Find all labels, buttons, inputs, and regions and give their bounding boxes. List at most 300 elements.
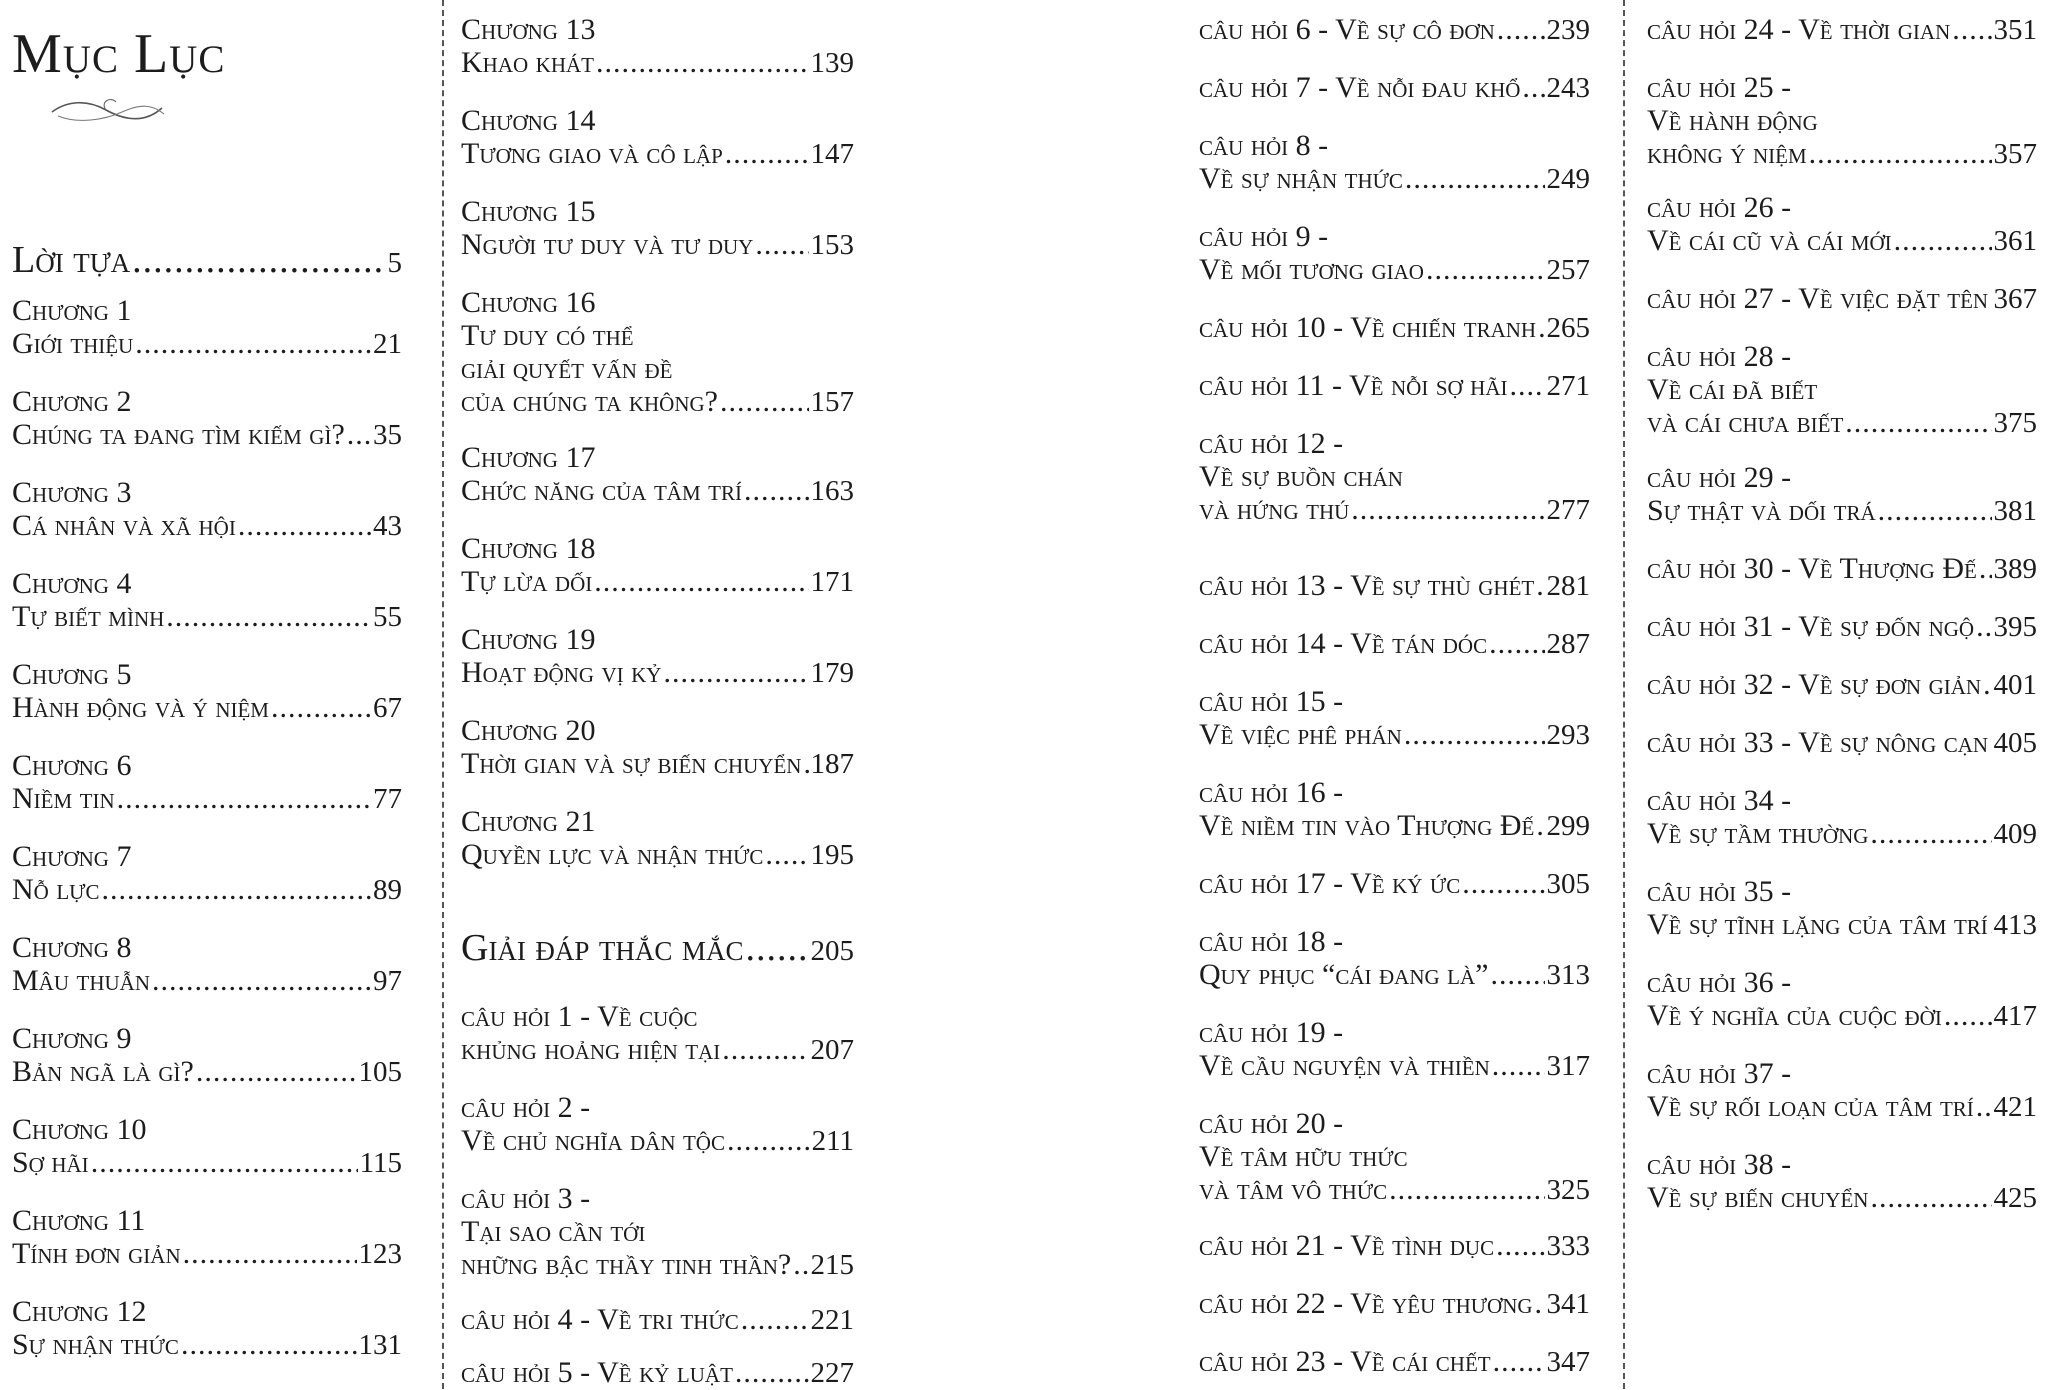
page-number: 351 <box>1993 14 2037 46</box>
page-number: 89 <box>373 874 402 906</box>
page-number: 77 <box>373 783 402 815</box>
page-number: 163 <box>810 475 854 507</box>
page-number: 35 <box>373 419 402 451</box>
dot-leader <box>1404 718 1545 751</box>
page-title: Mục Lục <box>12 23 226 85</box>
toc-entry-line: Chương 2 <box>12 385 132 418</box>
page-number: 105 <box>358 1056 402 1088</box>
toc-entry-leader-row <box>461 1248 854 1282</box>
toc-entry[interactable] <box>461 441 854 508</box>
toc-entry[interactable] <box>1199 71 1590 105</box>
toc-entry-leader-row <box>1647 1090 2037 1124</box>
toc-entry-label: Khao khát <box>461 46 594 79</box>
toc-entry[interactable] <box>1647 1057 2037 1124</box>
toc-entry-label: Về việc phê phán <box>1199 718 1402 751</box>
toc-entry-leader-row <box>1199 162 1590 196</box>
page-number: 265 <box>1546 312 1590 344</box>
toc-entry[interactable] <box>1647 71 2037 171</box>
page-number: 405 <box>1993 727 2037 759</box>
dot-leader <box>1489 627 1544 660</box>
toc-entry-leader-row <box>12 239 402 281</box>
dot-leader <box>1426 253 1545 286</box>
toc-entry-leader-row <box>1199 867 1590 901</box>
toc-entry[interactable] <box>1199 685 1590 752</box>
page-number: 277 <box>1546 494 1590 526</box>
toc-entry-line: Chương 10 <box>12 1113 147 1146</box>
toc-entry-label: câu hỏi 21 - Về tình dục <box>1199 1229 1495 1262</box>
toc-entry-label: Cá nhân và xã hội <box>12 509 236 542</box>
toc-entry-line: Chương 4 <box>12 567 132 600</box>
toc-entry-line: Chương 7 <box>12 840 132 873</box>
toc-entry[interactable] <box>461 1182 854 1282</box>
toc-entry-label: câu hỏi 17 - Về ký ức <box>1199 867 1461 900</box>
toc-entry[interactable] <box>1199 369 1590 403</box>
toc-entry-line: câu hỏi 29 - <box>1647 461 1792 494</box>
page-number: 5 <box>387 247 402 279</box>
dot-leader <box>196 1055 357 1088</box>
dot-leader <box>347 418 371 451</box>
toc-entry[interactable] <box>12 840 402 907</box>
toc-entry[interactable] <box>1199 1107 1590 1207</box>
toc-entry-leader-row <box>1647 726 2037 760</box>
toc-entry-label: Sự thật và dối trá <box>1647 494 1876 527</box>
toc-entry-label: Về cái cũ và cái mới <box>1647 224 1892 257</box>
page-number: 401 <box>1993 669 2037 701</box>
toc-entry-label: câu hỏi 31 - Về sự đốn ngộ <box>1647 610 1975 643</box>
toc-entry[interactable] <box>12 476 402 543</box>
toc-entry-leader-row <box>12 964 402 998</box>
page-number: 317 <box>1546 1050 1590 1082</box>
toc-entry-line: câu hỏi 26 - <box>1647 191 1792 224</box>
dot-leader <box>1493 1345 1545 1378</box>
dot-leader <box>722 1033 808 1066</box>
dot-leader <box>745 932 808 965</box>
page-number: 147 <box>810 138 854 170</box>
page-number: 421 <box>1993 1091 2037 1123</box>
page-number: 195 <box>810 839 854 871</box>
toc-entry[interactable] <box>461 623 854 690</box>
toc-entry-label: câu hỏi 24 - Về thời gian <box>1647 13 1951 46</box>
page-number: 131 <box>358 1329 402 1361</box>
dot-leader <box>1845 406 1991 439</box>
dot-leader <box>1990 908 1992 941</box>
toc-entry-label: Về chủ nghĩa dân tộc <box>461 1124 725 1157</box>
toc-entry-label: khủng hoảng hiện tại <box>461 1033 721 1066</box>
dot-leader <box>1536 809 1544 842</box>
toc-entry[interactable] <box>12 294 402 361</box>
toc-entry-line: Tại sao cần tới <box>461 1215 646 1248</box>
toc-entry-line: câu hỏi 25 - <box>1647 71 1792 104</box>
toc-entry[interactable] <box>1199 776 1590 843</box>
dot-leader <box>1497 13 1545 46</box>
toc-entry-label: câu hỏi 32 - Về sự đơn giản <box>1647 668 1982 701</box>
book-gutter <box>880 0 1168 1389</box>
toc-entry[interactable] <box>1647 191 2037 258</box>
toc-entry-leader-row <box>1199 1287 1590 1321</box>
dot-leader <box>132 244 385 277</box>
toc-entry[interactable] <box>461 104 854 171</box>
toc-entry-leader-row <box>12 691 402 725</box>
toc-entry-line: Chương 16 <box>461 286 596 319</box>
toc-entry-leader-row <box>461 228 854 262</box>
page-number: 417 <box>1993 1000 2037 1032</box>
toc-entry[interactable] <box>1199 1345 1590 1379</box>
page-number: 257 <box>1546 254 1590 286</box>
toc-entry-leader-row <box>1199 253 1590 287</box>
page-number: 313 <box>1546 959 1590 991</box>
toc-entry[interactable] <box>12 1113 402 1180</box>
toc-entry-line: Tư duy có thể <box>461 319 634 352</box>
dot-leader <box>725 137 809 170</box>
toc-entry[interactable] <box>461 927 854 969</box>
dot-leader <box>1976 610 1991 643</box>
page-number: 375 <box>1993 407 2037 439</box>
toc-entry-line: Chương 13 <box>461 13 596 46</box>
page-number: 187 <box>810 748 854 780</box>
toc-entry-label: Lời tựa <box>12 239 131 281</box>
toc-entry[interactable] <box>1647 1148 2037 1215</box>
toc-entry-line: câu hỏi 2 - <box>461 1091 591 1124</box>
toc-entry-label: câu hỏi 27 - Về việc đặt tên <box>1647 282 1989 315</box>
dot-leader <box>271 691 371 724</box>
toc-entry-leader-row <box>1199 1345 1590 1379</box>
toc-entry-leader-row <box>1199 627 1590 661</box>
toc-entry-label: câu hỏi 30 - Về Thượng Đế <box>1647 552 1977 585</box>
page-number: 43 <box>373 510 402 542</box>
page-number: 347 <box>1546 1346 1590 1378</box>
toc-entry-line: Chương 21 <box>461 805 596 838</box>
toc-entry-leader-row <box>1199 718 1590 752</box>
toc-entry-label: Chức năng của tâm trí <box>461 474 742 507</box>
toc-entry[interactable] <box>1647 610 2037 644</box>
page-number: 67 <box>373 692 402 724</box>
toc-entry-label: Chúng ta đang tìm kiếm gì? <box>12 418 345 451</box>
toc-entry-leader-row <box>461 385 854 419</box>
dot-leader <box>1894 224 1992 257</box>
toc-entry-leader-row <box>461 137 854 171</box>
page-number: 55 <box>373 601 402 633</box>
toc-entry[interactable] <box>1199 925 1590 992</box>
toc-entry-line: Chương 19 <box>461 623 596 656</box>
dot-leader <box>1536 569 1544 602</box>
toc-entry-leader-row <box>461 1033 854 1067</box>
page-number: 367 <box>1993 283 2037 315</box>
toc-entry-leader-row <box>12 1055 402 1089</box>
toc-entry-leader-row <box>1647 1181 2037 1215</box>
toc-entry-label: Người tư duy và tư duy <box>461 228 754 261</box>
toc-entry-line: Chương 1 <box>12 294 132 327</box>
page-number: 21 <box>373 328 402 360</box>
toc-entry-leader-row <box>1199 71 1590 105</box>
toc-entry-line: câu hỏi 1 - Về cuộc <box>461 1000 698 1033</box>
dot-leader <box>663 656 808 689</box>
dot-leader <box>1979 552 1992 585</box>
toc-entry-leader-row <box>1199 311 1590 345</box>
page-number: 305 <box>1546 868 1590 900</box>
dot-leader <box>152 964 371 997</box>
right-page <box>1168 0 2048 1389</box>
page-number: 207 <box>810 1034 854 1066</box>
toc-entry-label: Sợ hãi <box>12 1146 89 1179</box>
toc-entry-label: và tâm vô thức <box>1199 1173 1388 1206</box>
toc-entry-leader-row <box>461 838 854 872</box>
toc-entry-line: câu hỏi 35 - <box>1647 875 1792 908</box>
toc-entry-leader-row <box>1199 1049 1590 1083</box>
toc-entry-label: câu hỏi 5 - Về kỷ luật <box>461 1356 733 1389</box>
toc-entry[interactable] <box>461 1091 854 1158</box>
toc-entry-leader-row <box>1647 908 2037 942</box>
toc-entry-leader-row <box>1647 137 2037 171</box>
toc-entry[interactable] <box>461 195 854 262</box>
toc-entry[interactable] <box>1647 13 2037 47</box>
toc-entry-leader-row <box>1199 493 1590 527</box>
toc-entry[interactable] <box>461 532 854 599</box>
page-number: 409 <box>1993 818 2037 850</box>
toc-entry[interactable] <box>461 714 854 781</box>
toc-entry-line: câu hỏi 8 - <box>1199 129 1329 162</box>
toc-entry-label: Về sự tĩnh lặng của tâm trí <box>1647 908 1988 941</box>
toc-entry-line: Chương 17 <box>461 441 596 474</box>
toc-entry-leader-row <box>12 873 402 907</box>
toc-entry-label: Tự biết mình <box>12 600 165 633</box>
toc-entry-label: câu hỏi 23 - Về cái chết <box>1199 1345 1491 1378</box>
page-number: 413 <box>1993 909 2037 941</box>
toc-entry-leader-row <box>12 509 402 543</box>
toc-entry[interactable] <box>12 1204 402 1271</box>
toc-entry[interactable] <box>1199 129 1590 196</box>
toc-entry-label: câu hỏi 7 - Về nỗi đau khổ <box>1199 71 1521 104</box>
page-number: 287 <box>1546 628 1590 660</box>
toc-entry-label: và hứng thú <box>1199 493 1350 526</box>
toc-entry-label: Hành động và ý niệm <box>12 691 269 724</box>
column-divider <box>1623 0 1625 1389</box>
toc-entry-label: Tự lừa dối <box>461 565 593 598</box>
toc-entry-label: Tương giao và cô lập <box>461 137 723 170</box>
toc-entry[interactable] <box>1647 282 2037 316</box>
toc-entry[interactable] <box>12 239 402 281</box>
toc-entry-label: câu hỏi 6 - Về sự cô đơn <box>1199 13 1495 46</box>
page-number: 157 <box>810 386 854 418</box>
toc-entry-leader-row <box>1199 569 1590 603</box>
toc-entry[interactable] <box>461 805 854 872</box>
toc-entry-leader-row <box>1199 13 1590 47</box>
toc-entry[interactable] <box>461 1303 854 1337</box>
toc-entry-leader-row <box>1199 809 1590 843</box>
toc-entry-leader-row <box>1647 552 2037 586</box>
toc-entry-line: Chương 9 <box>12 1022 132 1055</box>
toc-entry[interactable] <box>1647 668 2037 702</box>
toc-entry[interactable] <box>12 658 402 725</box>
toc-entry-line: Về tâm hữu thức <box>1199 1140 1408 1173</box>
page-number: 281 <box>1546 570 1590 602</box>
toc-entry-label: Bản ngã là gì? <box>12 1055 194 1088</box>
toc-entry-label: Giải đáp thắc mắc <box>461 927 744 969</box>
dot-leader <box>1870 817 1991 850</box>
page-number: 249 <box>1546 163 1590 195</box>
toc-entry-line: câu hỏi 37 - <box>1647 1057 1792 1090</box>
toc-entry[interactable] <box>1199 1229 1590 1263</box>
toc-entry-label: Thời gian và sự biến chuyển <box>461 747 802 780</box>
toc-entry-leader-row <box>1647 282 2037 316</box>
page-number: 271 <box>1546 370 1590 402</box>
page-number: 139 <box>810 47 854 79</box>
dot-leader <box>1538 311 1544 344</box>
page-number: 153 <box>810 229 854 261</box>
page-number: 171 <box>810 566 854 598</box>
toc-entry-line: Về hành động <box>1647 104 1818 137</box>
page-number: 333 <box>1546 1230 1590 1262</box>
toc-entry-line: câu hỏi 19 - <box>1199 1016 1344 1049</box>
toc-entry-line: câu hỏi 12 - <box>1199 427 1344 460</box>
page-number: 299 <box>1546 810 1590 842</box>
toc-entry-label: Quy phục “cái đang là” <box>1199 958 1489 991</box>
dot-leader <box>1535 1287 1545 1320</box>
dot-leader <box>803 747 808 780</box>
toc-entry-label: Nỗ lực <box>12 873 100 906</box>
toc-entry[interactable] <box>1199 1016 1590 1083</box>
toc-entry-line: câu hỏi 3 - <box>461 1182 591 1215</box>
toc-entry-label: những bậc thầy tinh thần? <box>461 1248 792 1281</box>
toc-entry-label: và cái chưa biết <box>1647 406 1844 439</box>
toc-entry-leader-row <box>1199 369 1590 403</box>
toc-entry-label: câu hỏi 22 - Về yêu thương <box>1199 1287 1533 1320</box>
page-number: 211 <box>811 1125 854 1157</box>
dot-leader <box>735 1356 809 1389</box>
toc-entry[interactable] <box>1199 311 1590 345</box>
page-number: 227 <box>810 1357 854 1389</box>
toc-entry-label: của chúng ta không? <box>461 385 718 418</box>
toc-entry-label: Về cầu nguyện và thiền <box>1199 1049 1490 1082</box>
toc-entry-line: câu hỏi 34 - <box>1647 784 1792 817</box>
toc-entry-leader-row <box>1199 1229 1590 1263</box>
toc-entry[interactable] <box>461 286 854 419</box>
toc-entry-leader-row <box>461 1124 854 1158</box>
column-divider <box>442 0 444 1389</box>
toc-entry-line: Chương 6 <box>12 749 132 782</box>
dot-leader <box>1990 282 1991 315</box>
dot-leader <box>117 782 371 815</box>
toc-entry[interactable] <box>12 1295 402 1362</box>
toc-entry[interactable] <box>12 567 402 634</box>
toc-entry-leader-row <box>1647 817 2037 851</box>
toc-entry[interactable] <box>12 931 402 998</box>
dot-leader <box>727 1124 810 1157</box>
dot-leader <box>793 1248 808 1281</box>
page-number: 179 <box>810 657 854 689</box>
toc-entry-line: giải quyết vấn đề <box>461 352 673 385</box>
toc-entry-line: Chương 5 <box>12 658 132 691</box>
toc-entry-leader-row <box>1647 494 2037 528</box>
toc-entry[interactable] <box>1199 220 1590 287</box>
toc-entry-line: câu hỏi 28 - <box>1647 340 1792 373</box>
toc-entry-leader-row <box>461 747 854 781</box>
swirl-ornament-icon <box>48 90 168 130</box>
toc-entry[interactable] <box>1647 875 2037 942</box>
dot-leader <box>1870 1181 1991 1214</box>
dot-leader <box>1509 369 1544 402</box>
page-number: 389 <box>1993 553 2037 585</box>
toc-entry[interactable] <box>1199 569 1590 603</box>
toc-entry-label: câu hỏi 11 - Về nỗi sợ hãi <box>1199 369 1508 402</box>
page-number: 395 <box>1993 611 2037 643</box>
toc-entry-line: câu hỏi 36 - <box>1647 966 1792 999</box>
toc-entry[interactable] <box>12 1022 402 1089</box>
toc-entry-line: Chương 12 <box>12 1295 147 1328</box>
toc-entry-line: câu hỏi 18 - <box>1199 925 1344 958</box>
dot-leader <box>101 873 371 906</box>
toc-entry-label: câu hỏi 10 - Về chiến tranh <box>1199 311 1537 344</box>
toc-entry[interactable] <box>1199 1287 1590 1321</box>
toc-entry-label: Về sự rối loạn của tâm trí <box>1647 1090 1974 1123</box>
toc-entry-label: Quyền lực và nhận thức <box>461 838 764 871</box>
dot-leader <box>1944 999 1992 1032</box>
page-number: 357 <box>1993 138 2037 170</box>
page-number: 97 <box>373 965 402 997</box>
toc-entry[interactable] <box>1199 867 1590 901</box>
toc-entry-line: câu hỏi 15 - <box>1199 685 1344 718</box>
toc-entry-label: Về sự biến chuyển <box>1647 1181 1869 1214</box>
toc-entry[interactable] <box>1647 461 2037 528</box>
toc-entry[interactable] <box>461 1356 854 1390</box>
toc-entry-leader-row <box>1647 406 2037 440</box>
toc-entry-line: Về sự buồn chán <box>1199 460 1403 493</box>
toc-entry-leader-row <box>461 565 854 599</box>
toc-entry[interactable] <box>1647 552 2037 586</box>
dot-leader <box>183 1237 357 1270</box>
toc-entry-label: Hoạt động vị kỷ <box>461 656 662 689</box>
toc-entry-leader-row <box>12 418 402 452</box>
toc-entry-label: câu hỏi 4 - Về tri thức <box>461 1303 739 1336</box>
toc-entry[interactable] <box>12 385 402 452</box>
toc-entry-label: câu hỏi 33 - Về sự nông cạn <box>1647 726 1989 759</box>
toc-entry-leader-row <box>1647 999 2037 1033</box>
toc-entry[interactable] <box>1647 966 2037 1033</box>
toc-entry[interactable] <box>1647 340 2037 440</box>
dot-leader <box>1490 958 1544 991</box>
dot-leader <box>1351 493 1544 526</box>
toc-entry-leader-row <box>12 1237 402 1271</box>
toc-entry[interactable] <box>1199 427 1590 527</box>
toc-entry[interactable] <box>1199 13 1590 47</box>
toc-entry-line: Chương 18 <box>461 532 596 565</box>
dot-leader <box>238 509 371 542</box>
toc-entry-leader-row <box>1199 1173 1590 1207</box>
toc-entry-label: Niềm tin <box>12 782 115 815</box>
toc-entry[interactable] <box>12 749 402 816</box>
dot-leader <box>1878 494 1992 527</box>
toc-entry[interactable] <box>1647 784 2037 851</box>
toc-entry-line: Chương 8 <box>12 931 132 964</box>
page-number: 361 <box>1993 225 2037 257</box>
dot-leader <box>166 600 371 633</box>
toc-entry-leader-row <box>12 1328 402 1362</box>
toc-entry-label: Về sự tầm thường <box>1647 817 1869 850</box>
toc-entry[interactable] <box>1199 627 1590 661</box>
toc-entry[interactable] <box>461 13 854 80</box>
dot-leader <box>1492 1049 1545 1082</box>
toc-entry-leader-row <box>12 1146 402 1180</box>
dot-leader <box>135 327 371 360</box>
dot-leader <box>181 1328 357 1361</box>
toc-entry[interactable] <box>461 1000 854 1067</box>
toc-entry[interactable] <box>1647 726 2037 760</box>
toc-entry-leader-row <box>1647 13 2037 47</box>
toc-entry-line: câu hỏi 20 - <box>1199 1107 1344 1140</box>
dot-leader <box>91 1146 358 1179</box>
toc-entry-label: Về mối tương giao <box>1199 253 1424 286</box>
page-number: 215 <box>810 1249 854 1281</box>
page-number: 123 <box>358 1238 402 1270</box>
